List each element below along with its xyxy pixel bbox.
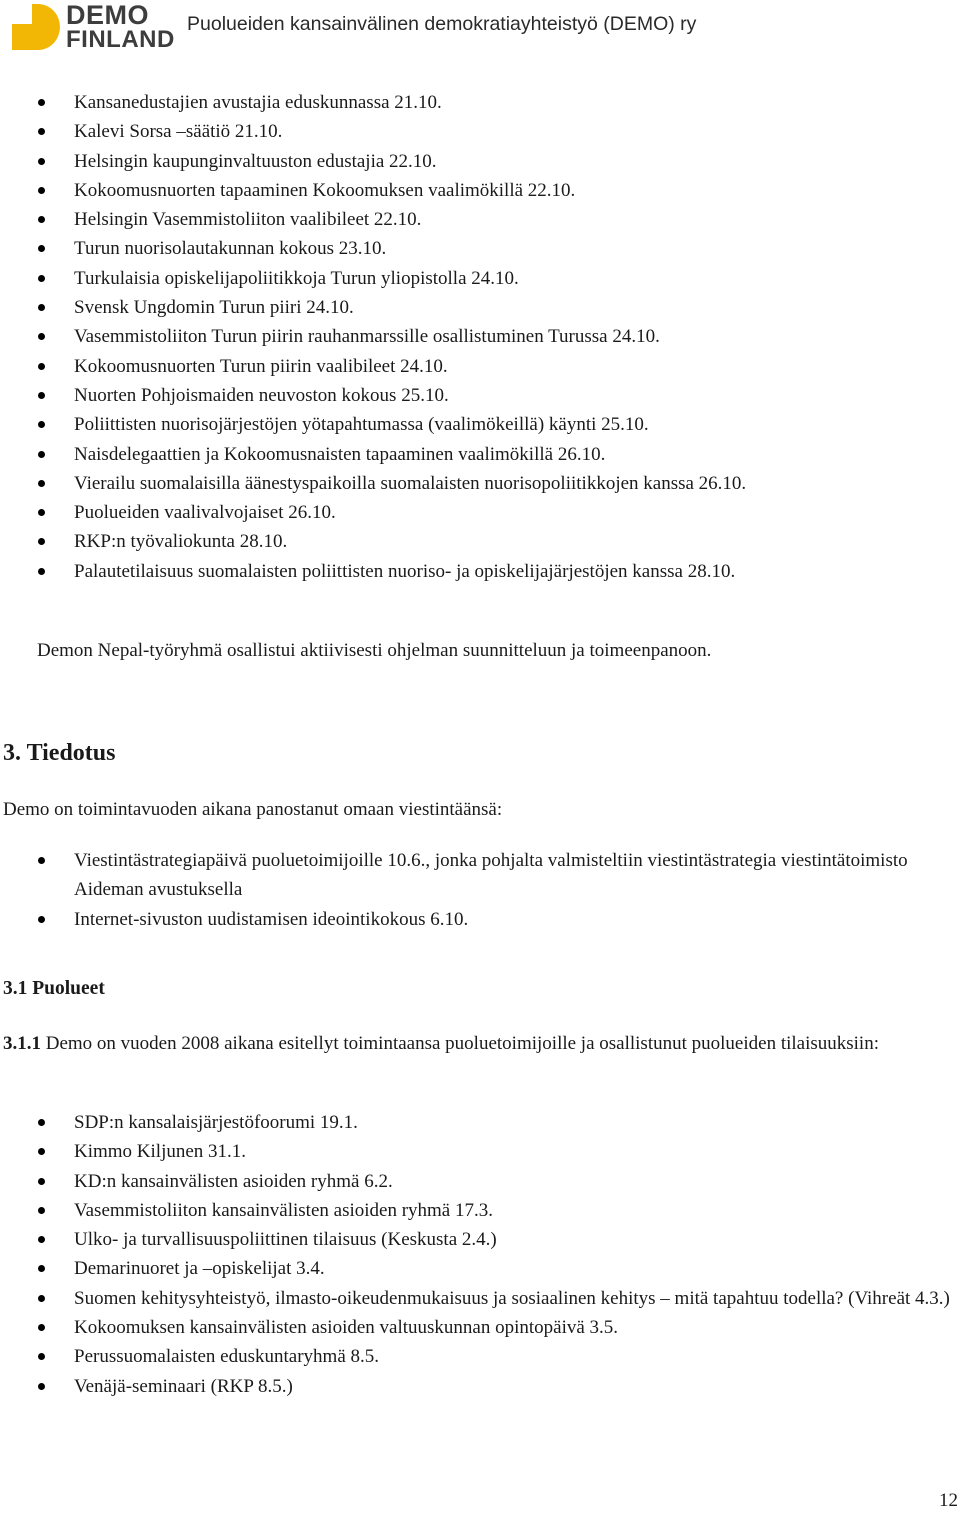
subsection-text: Demo on vuoden 2008 aikana esitellyt toimintaansa puoluetoimijoille ja osallistunut puolueiden tilaisuuksiin:	[41, 1033, 879, 1054]
list-item: Puolueiden vaalivalvojaiset 26.10.	[0, 498, 960, 527]
list-item: Vasemmistoliiton kansainvälisten asioiden ryhmä 17.3.	[0, 1196, 960, 1225]
logo-line-finland: FINLAND	[66, 26, 175, 53]
list-item: Turun nuorisolautakunnan kokous 23.10.	[0, 234, 960, 263]
section-intro: Demo on toimintavuoden aikana panostanut omaan viestintäänsä:	[3, 799, 503, 820]
list-item: Perussuomalaisten eduskuntaryhmä 8.5.	[0, 1342, 960, 1371]
communication-list	[0, 846, 960, 934]
page-number: 12	[939, 1490, 958, 1511]
list-item: Turkulaisia opiskelijapoliitikkoja Turun yliopistolla 24.10.	[0, 264, 960, 293]
page-header	[0, 0, 960, 56]
header-title: Puolueiden kansainvälinen demokratiayhteistyö (DEMO) ry	[187, 13, 697, 35]
list-item: Naisdelegaattien ja Kokoomusnaisten tapaaminen vaalimökillä 26.10.	[0, 440, 960, 469]
list-item: Viestintästrategiapäivä puoluetoimijoille 10.6., jonka pohjalta valmisteltiin viestintästrategia viestintätoimisto Aideman avustuksella	[0, 846, 960, 905]
list-item: Kansanedustajien avustajia eduskunnassa 21.10.	[0, 88, 960, 117]
list-item: Nuorten Pohjoismaiden neuvoston kokous 25.10.	[0, 381, 960, 410]
event-list-1	[0, 88, 960, 586]
list-item: Kokoomusnuorten tapaaminen Kokoomuksen vaalimökillä 22.10.	[0, 176, 960, 205]
list-item: Vierailu suomalaisilla äänestyspaikoilla suomalaisten nuorisopoliitikkojen kanssa 26.10.	[0, 469, 960, 498]
demo-logo-icon	[10, 2, 62, 52]
list-item: Palautetilaisuus suomalaisten poliittisten nuoriso- ja opiskelijajärjestöjen kanssa 28.10.	[0, 557, 960, 586]
list-item: Venäjä-seminaari (RKP 8.5.)	[0, 1372, 960, 1401]
list-item: Kalevi Sorsa –säätiö 21.10.	[0, 117, 960, 146]
list-item: Svensk Ungdomin Turun piiri 24.10.	[0, 293, 960, 322]
nepal-paragraph: Demon Nepal-työryhmä osallistui aktiivisesti ohjelman suunnitteluun ja toimeenpanoon.	[37, 640, 712, 661]
list-item: Kimmo Kiljunen 31.1.	[0, 1137, 960, 1166]
list-item: Vasemmistoliiton Turun piirin rauhanmarssille osallistuminen Turussa 24.10.	[0, 322, 960, 351]
logo-line-demo: DEMO	[66, 0, 149, 30]
list-item: SDP:n kansalaisjärjestöfoorumi 19.1.	[0, 1108, 960, 1137]
list-item: Helsingin Vasemmistoliiton vaalibileet 22.10.	[0, 205, 960, 234]
list-item: Suomen kehitysyhteistyö, ilmasto-oikeudenmukaisuus ja sosiaalinen kehitys – mitä tapahtuu todella? (Vihreät 4.3.)	[0, 1284, 960, 1313]
list-item: Helsingin kaupunginvaltuuston edustajia 22.10.	[0, 147, 960, 176]
party-events-list	[0, 1108, 960, 1401]
list-item: Kokoomusnuorten Turun piirin vaalibileet 24.10.	[0, 352, 960, 381]
list-item: RKP:n työvaliokunta 28.10.	[0, 527, 960, 556]
section-heading-tiedotus: 3. Tiedotus	[3, 740, 116, 766]
list-item: Demarinuoret ja –opiskelijat 3.4.	[0, 1254, 960, 1283]
list-item: Kokoomuksen kansainvälisten asioiden valtuuskunnan opintopäivä 3.5.	[0, 1313, 960, 1342]
subsection-paragraph	[3, 1029, 893, 1058]
section-heading-puolueet: 3.1 Puolueet	[3, 978, 105, 999]
list-item: KD:n kansainvälisten asioiden ryhmä 6.2.	[0, 1167, 960, 1196]
list-item: Internet-sivuston uudistamisen ideointikokous 6.10.	[0, 905, 960, 934]
list-item: Ulko- ja turvallisuuspoliittinen tilaisuus (Keskusta 2.4.)	[0, 1225, 960, 1254]
subsection-number: 3.1.1	[3, 1033, 41, 1054]
list-item: Poliittisten nuorisojärjestöjen yötapahtumassa (vaalimökeillä) käynti 25.10.	[0, 410, 960, 439]
